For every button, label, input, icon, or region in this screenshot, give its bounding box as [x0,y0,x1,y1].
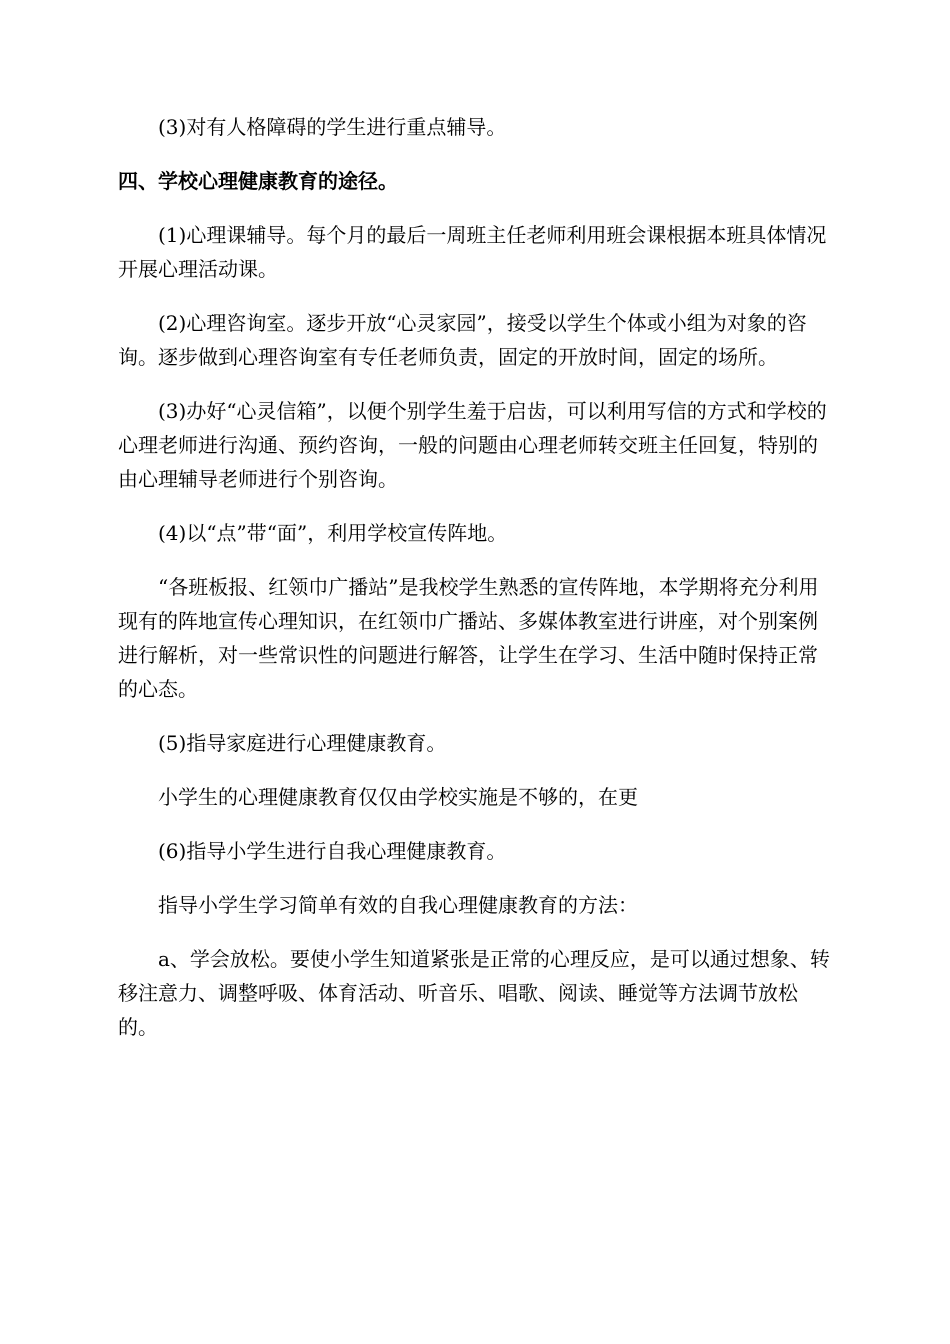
section-heading-4: 四、学校心理健康教育的途径。 [118,169,398,193]
paragraph-2-counseling-room: (2)心理咨询室。逐步开放“心灵家园”，接受以学生个体或小组为对象的咨询。逐步做到心理咨询室有专任老师负责，固定的开放时间，固定的场所。 [118,311,807,369]
paragraph-bulletin: “各班板报、红领巾广播站”是我校学生熟悉的宣传阵地，本学期将充分利用现有的阵地宣传心理知识，在红领巾广播站、多媒体教室进行讲座，对个别案例进行解析，对一些常识性的问题进行解答，让学生在学习、生活中随时保持正常的心态。 [118,575,819,701]
paragraph-a-relax: a、学会放松。要使小学生知道紧张是正常的心理反应，是可以通过想象、转移注意力、调整呼吸、体育活动、听音乐、唱歌、阅读、睡觉等方法调节放松的。 [118,947,830,1039]
paragraph-3-mailbox: (3)办好“心灵信箱”，以便个别学生羞于启齿，可以利用写信的方式和学校的心理老师进行沟通、预约咨询，一般的问题由心理老师转交班主任回复，特别的由心理辅导老师进行个别咨询。 [118,399,827,491]
paragraph-5-family: (5)指导家庭进行心理健康教育。 [158,731,447,755]
paragraph-1-class: (1)心理课辅导。每个月的最后一周班主任老师利用班会课根据本班具体情况开展心理活动课。 [118,223,827,281]
paragraph-4-point: (4)以“点”带“面”，利用学校宣传阵地。 [158,521,508,545]
paragraph-methods: 指导小学生学习简单有效的自我心理健康教育的方法： [158,893,638,917]
document-page [118,110,833,1044]
paragraph-family-detail: 小学生的心理健康教育仅仅由学校实施是不够的，在更 [158,785,638,809]
paragraph-3-personality: (3)对有人格障碍的学生进行重点辅导。 [158,115,507,139]
paragraph-6-self: (6)指导小学生进行自我心理健康教育。 [158,839,507,863]
